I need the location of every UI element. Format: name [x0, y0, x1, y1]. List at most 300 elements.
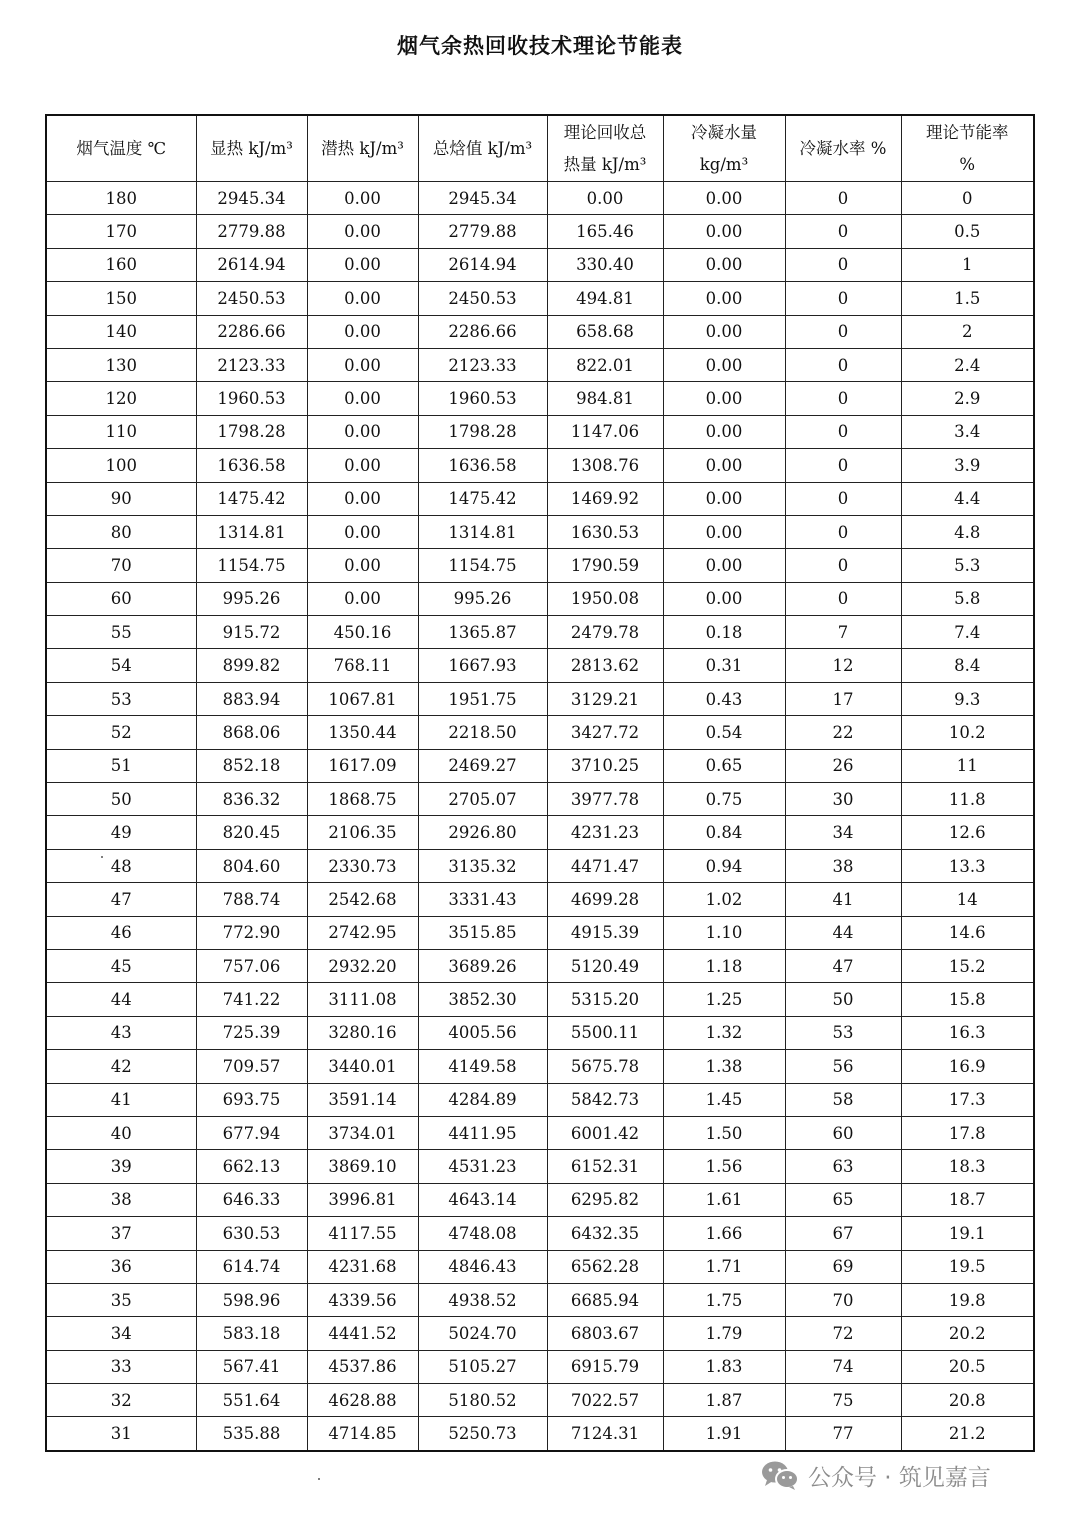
cell-recovered-heat: 4471.47 [547, 849, 663, 882]
cell-energy-saving-rate: 4.8 [901, 515, 1034, 548]
cell-condensate-amount: 1.61 [663, 1183, 785, 1216]
cell-condensate-rate: 26 [785, 749, 901, 782]
cell-latent-heat: 4441.52 [307, 1317, 418, 1350]
header-flue-gas-temp: 烟气温度 ℃ [46, 115, 196, 182]
cell-sensible-heat: 630.53 [196, 1217, 307, 1250]
cell-flue-gas-temp: 150 [46, 282, 196, 315]
cell-recovered-heat: 330.40 [547, 248, 663, 281]
table-row [46, 482, 1034, 515]
cell-condensate-rate: 7 [785, 616, 901, 649]
cell-condensate-amount: 1.87 [663, 1384, 785, 1417]
cell-sensible-heat: 2945.34 [196, 182, 307, 215]
cell-recovered-heat: 4699.28 [547, 883, 663, 916]
cell-latent-heat: 4537.86 [307, 1350, 418, 1383]
cell-energy-saving-rate: 4.4 [901, 482, 1034, 515]
scan-speck [318, 1478, 320, 1480]
cell-flue-gas-temp: 47 [46, 883, 196, 916]
cell-latent-heat: 4339.56 [307, 1283, 418, 1316]
cell-condensate-amount: 1.18 [663, 949, 785, 982]
cell-sensible-heat: 693.75 [196, 1083, 307, 1116]
cell-flue-gas-temp: 37 [46, 1217, 196, 1250]
watermark [760, 1455, 991, 1495]
cell-energy-saving-rate: 1.5 [901, 282, 1034, 315]
cell-latent-heat: 1868.75 [307, 783, 418, 816]
table-row [46, 1384, 1034, 1417]
table-row [46, 549, 1034, 582]
cell-flue-gas-temp: 110 [46, 415, 196, 448]
cell-total-enthalpy: 3515.85 [418, 916, 547, 949]
cell-condensate-amount: 0.00 [663, 549, 785, 582]
cell-energy-saving-rate: 0.5 [901, 215, 1034, 248]
table-row [46, 849, 1034, 882]
cell-total-enthalpy: 4643.14 [418, 1183, 547, 1216]
cell-energy-saving-rate: 2.9 [901, 382, 1034, 415]
cell-sensible-heat: 836.32 [196, 783, 307, 816]
cell-condensate-amount: 1.75 [663, 1283, 785, 1316]
cell-flue-gas-temp: 41 [46, 1083, 196, 1116]
cell-sensible-heat: 598.96 [196, 1283, 307, 1316]
cell-condensate-rate: 58 [785, 1083, 901, 1116]
table-header-row [46, 115, 1034, 182]
cell-sensible-heat: 551.64 [196, 1384, 307, 1417]
cell-energy-saving-rate: 15.8 [901, 983, 1034, 1016]
cell-energy-saving-rate: 11 [901, 749, 1034, 782]
cell-flue-gas-temp: 31 [46, 1417, 196, 1451]
cell-recovered-heat: 5315.20 [547, 983, 663, 1016]
header-recovered-heat-line2: 热量 kJ/m³ [563, 154, 647, 174]
cell-sensible-heat: 772.90 [196, 916, 307, 949]
cell-sensible-heat: 915.72 [196, 616, 307, 649]
cell-recovered-heat: 165.46 [547, 215, 663, 248]
cell-condensate-rate: 38 [785, 849, 901, 882]
cell-flue-gas-temp: 100 [46, 449, 196, 482]
cell-recovered-heat: 6152.31 [547, 1150, 663, 1183]
cell-condensate-rate: 0 [785, 348, 901, 381]
header-condensate-rate: 冷凝水率 % [785, 115, 901, 182]
cell-sensible-heat: 1154.75 [196, 549, 307, 582]
cell-condensate-amount: 1.38 [663, 1050, 785, 1083]
cell-latent-heat: 0.00 [307, 482, 418, 515]
cell-condensate-amount: 1.79 [663, 1317, 785, 1350]
cell-condensate-amount: 0.00 [663, 282, 785, 315]
cell-total-enthalpy: 2779.88 [418, 215, 547, 248]
cell-condensate-rate: 0 [785, 415, 901, 448]
cell-condensate-amount: 0.00 [663, 215, 785, 248]
header-recovered-heat-line1: 理论回收总 [563, 123, 647, 143]
table-row [46, 783, 1034, 816]
energy-saving-table [45, 114, 1035, 1452]
cell-total-enthalpy: 3135.32 [418, 849, 547, 882]
cell-flue-gas-temp: 45 [46, 949, 196, 982]
scan-speck [101, 856, 103, 858]
cell-energy-saving-rate: 11.8 [901, 783, 1034, 816]
cell-condensate-rate: 12 [785, 649, 901, 682]
cell-flue-gas-temp: 160 [46, 248, 196, 281]
table-row [46, 515, 1034, 548]
cell-condensate-rate: 0 [785, 515, 901, 548]
cell-total-enthalpy: 4846.43 [418, 1250, 547, 1283]
cell-latent-heat: 1350.44 [307, 716, 418, 749]
cell-energy-saving-rate: 20.2 [901, 1317, 1034, 1350]
table-row [46, 983, 1034, 1016]
table-row [46, 916, 1034, 949]
cell-energy-saving-rate: 12.6 [901, 816, 1034, 849]
cell-latent-heat: 3996.81 [307, 1183, 418, 1216]
cell-total-enthalpy: 3331.43 [418, 883, 547, 916]
cell-recovered-heat: 3427.72 [547, 716, 663, 749]
header-condensate-amount-line2: kg/m³ [699, 154, 749, 174]
table-row [46, 415, 1034, 448]
cell-energy-saving-rate: 16.3 [901, 1016, 1034, 1049]
cell-total-enthalpy: 3852.30 [418, 983, 547, 1016]
cell-condensate-amount: 1.25 [663, 983, 785, 1016]
cell-energy-saving-rate: 20.5 [901, 1350, 1034, 1383]
cell-sensible-heat: 725.39 [196, 1016, 307, 1049]
table-row [46, 248, 1034, 281]
table-row [46, 348, 1034, 381]
cell-energy-saving-rate: 16.9 [901, 1050, 1034, 1083]
table-row [46, 682, 1034, 715]
cell-total-enthalpy: 1154.75 [418, 549, 547, 582]
cell-latent-heat: 3734.01 [307, 1116, 418, 1149]
cell-latent-heat: 0.00 [307, 315, 418, 348]
cell-recovered-heat: 1469.92 [547, 482, 663, 515]
table-row [46, 1250, 1034, 1283]
cell-latent-heat: 450.16 [307, 616, 418, 649]
cell-recovered-heat: 984.81 [547, 382, 663, 415]
cell-condensate-amount: 1.91 [663, 1417, 785, 1451]
cell-energy-saving-rate: 0 [901, 182, 1034, 215]
table-row [46, 949, 1034, 982]
table-row [46, 1116, 1034, 1149]
cell-recovered-heat: 2813.62 [547, 649, 663, 682]
cell-total-enthalpy: 4748.08 [418, 1217, 547, 1250]
cell-sensible-heat: 1636.58 [196, 449, 307, 482]
cell-condensate-rate: 0 [785, 315, 901, 348]
cell-energy-saving-rate: 9.3 [901, 682, 1034, 715]
cell-sensible-heat: 1314.81 [196, 515, 307, 548]
cell-total-enthalpy: 5250.73 [418, 1417, 547, 1451]
cell-total-enthalpy: 995.26 [418, 582, 547, 615]
cell-condensate-rate: 63 [785, 1150, 901, 1183]
cell-condensate-rate: 70 [785, 1283, 901, 1316]
table-row [46, 649, 1034, 682]
table-row [46, 616, 1034, 649]
cell-condensate-amount: 0.00 [663, 449, 785, 482]
cell-flue-gas-temp: 49 [46, 816, 196, 849]
cell-energy-saving-rate: 14 [901, 883, 1034, 916]
cell-condensate-amount: 1.32 [663, 1016, 785, 1049]
cell-total-enthalpy: 1798.28 [418, 415, 547, 448]
cell-recovered-heat: 7022.57 [547, 1384, 663, 1417]
table-row [46, 1217, 1034, 1250]
cell-flue-gas-temp: 35 [46, 1283, 196, 1316]
cell-latent-heat: 4714.85 [307, 1417, 418, 1451]
cell-condensate-amount: 0.43 [663, 682, 785, 715]
cell-condensate-amount: 0.00 [663, 582, 785, 615]
cell-flue-gas-temp: 46 [46, 916, 196, 949]
cell-energy-saving-rate: 18.7 [901, 1183, 1034, 1216]
cell-recovered-heat: 5500.11 [547, 1016, 663, 1049]
cell-flue-gas-temp: 50 [46, 783, 196, 816]
cell-sensible-heat: 2450.53 [196, 282, 307, 315]
cell-condensate-amount: 1.83 [663, 1350, 785, 1383]
header-condensate-amount-line1: 冷凝水量 [691, 123, 757, 143]
cell-recovered-heat: 822.01 [547, 348, 663, 381]
cell-condensate-rate: 0 [785, 182, 901, 215]
table-row [46, 315, 1034, 348]
cell-condensate-amount: 1.10 [663, 916, 785, 949]
cell-condensate-amount: 0.75 [663, 783, 785, 816]
cell-sensible-heat: 614.74 [196, 1250, 307, 1283]
cell-latent-heat: 3280.16 [307, 1016, 418, 1049]
cell-latent-heat: 2106.35 [307, 816, 418, 849]
cell-latent-heat: 0.00 [307, 282, 418, 315]
cell-condensate-amount: 0.00 [663, 515, 785, 548]
cell-recovered-heat: 6432.35 [547, 1217, 663, 1250]
cell-sensible-heat: 662.13 [196, 1150, 307, 1183]
cell-sensible-heat: 1475.42 [196, 482, 307, 515]
cell-flue-gas-temp: 120 [46, 382, 196, 415]
cell-latent-heat: 0.00 [307, 348, 418, 381]
cell-condensate-amount: 0.00 [663, 482, 785, 515]
cell-recovered-heat: 3977.78 [547, 783, 663, 816]
cell-condensate-amount: 0.00 [663, 348, 785, 381]
cell-recovered-heat: 6562.28 [547, 1250, 663, 1283]
cell-sensible-heat: 788.74 [196, 883, 307, 916]
cell-total-enthalpy: 5024.70 [418, 1317, 547, 1350]
cell-sensible-heat: 741.22 [196, 983, 307, 1016]
cell-sensible-heat: 899.82 [196, 649, 307, 682]
header-energy-saving-rate-line2: % [959, 154, 976, 174]
cell-total-enthalpy: 2469.27 [418, 749, 547, 782]
cell-flue-gas-temp: 80 [46, 515, 196, 548]
cell-latent-heat: 3440.01 [307, 1050, 418, 1083]
table-row [46, 816, 1034, 849]
cell-flue-gas-temp: 52 [46, 716, 196, 749]
cell-condensate-amount: 0.31 [663, 649, 785, 682]
cell-recovered-heat: 1950.08 [547, 582, 663, 615]
cell-energy-saving-rate: 19.1 [901, 1217, 1034, 1250]
cell-total-enthalpy: 4531.23 [418, 1150, 547, 1183]
cell-sensible-heat: 1960.53 [196, 382, 307, 415]
cell-condensate-rate: 44 [785, 916, 901, 949]
cell-total-enthalpy: 5180.52 [418, 1384, 547, 1417]
cell-condensate-rate: 72 [785, 1317, 901, 1350]
cell-energy-saving-rate: 5.8 [901, 582, 1034, 615]
cell-sensible-heat: 677.94 [196, 1116, 307, 1149]
page-title: 烟气余热回收技术理论节能表 [397, 34, 683, 58]
cell-energy-saving-rate: 3.4 [901, 415, 1034, 448]
cell-condensate-amount: 1.71 [663, 1250, 785, 1283]
table-row [46, 1083, 1034, 1116]
cell-flue-gas-temp: 55 [46, 616, 196, 649]
cell-condensate-rate: 30 [785, 783, 901, 816]
cell-latent-heat: 1617.09 [307, 749, 418, 782]
cell-recovered-heat: 3129.21 [547, 682, 663, 715]
cell-latent-heat: 4117.55 [307, 1217, 418, 1250]
cell-sensible-heat: 757.06 [196, 949, 307, 982]
table-row [46, 1317, 1034, 1350]
cell-energy-saving-rate: 13.3 [901, 849, 1034, 882]
cell-sensible-heat: 2614.94 [196, 248, 307, 281]
cell-latent-heat: 0.00 [307, 182, 418, 215]
cell-recovered-heat: 5842.73 [547, 1083, 663, 1116]
table-row [46, 749, 1034, 782]
cell-flue-gas-temp: 140 [46, 315, 196, 348]
cell-condensate-amount: 1.45 [663, 1083, 785, 1116]
cell-energy-saving-rate: 7.4 [901, 616, 1034, 649]
cell-flue-gas-temp: 54 [46, 649, 196, 682]
cell-recovered-heat: 3710.25 [547, 749, 663, 782]
cell-energy-saving-rate: 2.4 [901, 348, 1034, 381]
cell-recovered-heat: 2479.78 [547, 616, 663, 649]
cell-recovered-heat: 6915.79 [547, 1350, 663, 1383]
cell-flue-gas-temp: 34 [46, 1317, 196, 1350]
cell-latent-heat: 1067.81 [307, 682, 418, 715]
cell-energy-saving-rate: 3.9 [901, 449, 1034, 482]
cell-total-enthalpy: 2945.34 [418, 182, 547, 215]
cell-latent-heat: 2932.20 [307, 949, 418, 982]
table-row [46, 582, 1034, 615]
cell-latent-heat: 3111.08 [307, 983, 418, 1016]
cell-latent-heat: 0.00 [307, 215, 418, 248]
cell-sensible-heat: 995.26 [196, 582, 307, 615]
cell-recovered-heat: 4915.39 [547, 916, 663, 949]
cell-condensate-amount: 0.94 [663, 849, 785, 882]
cell-condensate-rate: 0 [785, 215, 901, 248]
cell-recovered-heat: 5675.78 [547, 1050, 663, 1083]
cell-condensate-rate: 74 [785, 1350, 901, 1383]
cell-condensate-rate: 0 [785, 549, 901, 582]
cell-total-enthalpy: 1960.53 [418, 382, 547, 415]
cell-condensate-rate: 41 [785, 883, 901, 916]
cell-latent-heat: 2742.95 [307, 916, 418, 949]
cell-recovered-heat: 6295.82 [547, 1183, 663, 1216]
cell-flue-gas-temp: 39 [46, 1150, 196, 1183]
cell-sensible-heat: 709.57 [196, 1050, 307, 1083]
table-row [46, 1350, 1034, 1383]
cell-condensate-rate: 17 [785, 682, 901, 715]
cell-total-enthalpy: 5105.27 [418, 1350, 547, 1383]
cell-sensible-heat: 868.06 [196, 716, 307, 749]
cell-condensate-amount: 0.54 [663, 716, 785, 749]
table-row [46, 1183, 1034, 1216]
cell-condensate-rate: 0 [785, 382, 901, 415]
cell-recovered-heat: 1790.59 [547, 549, 663, 582]
table-body [46, 182, 1034, 1451]
cell-recovered-heat: 1147.06 [547, 415, 663, 448]
cell-latent-heat: 0.00 [307, 515, 418, 548]
cell-total-enthalpy: 2705.07 [418, 783, 547, 816]
cell-condensate-rate: 0 [785, 582, 901, 615]
cell-condensate-rate: 47 [785, 949, 901, 982]
cell-condensate-amount: 0.65 [663, 749, 785, 782]
cell-energy-saving-rate: 15.2 [901, 949, 1034, 982]
cell-sensible-heat: 852.18 [196, 749, 307, 782]
cell-total-enthalpy: 2450.53 [418, 282, 547, 315]
cell-condensate-rate: 0 [785, 482, 901, 515]
cell-total-enthalpy: 2123.33 [418, 348, 547, 381]
cell-recovered-heat: 6803.67 [547, 1317, 663, 1350]
cell-sensible-heat: 2779.88 [196, 215, 307, 248]
cell-condensate-rate: 0 [785, 248, 901, 281]
header-total-enthalpy: 总焓值 kJ/m³ [418, 115, 547, 182]
cell-latent-heat: 4628.88 [307, 1384, 418, 1417]
cell-latent-heat: 0.00 [307, 382, 418, 415]
cell-latent-heat: 0.00 [307, 248, 418, 281]
cell-flue-gas-temp: 60 [46, 582, 196, 615]
cell-total-enthalpy: 4005.56 [418, 1016, 547, 1049]
cell-energy-saving-rate: 8.4 [901, 649, 1034, 682]
cell-sensible-heat: 820.45 [196, 816, 307, 849]
cell-total-enthalpy: 4284.89 [418, 1083, 547, 1116]
header-sensible-heat: 显热 kJ/m³ [196, 115, 307, 182]
cell-flue-gas-temp: 44 [46, 983, 196, 1016]
cell-energy-saving-rate: 17.8 [901, 1116, 1034, 1149]
cell-flue-gas-temp: 33 [46, 1350, 196, 1383]
cell-latent-heat: 0.00 [307, 415, 418, 448]
cell-sensible-heat: 2286.66 [196, 315, 307, 348]
cell-latent-heat: 0.00 [307, 549, 418, 582]
cell-sensible-heat: 535.88 [196, 1417, 307, 1451]
cell-recovered-heat: 494.81 [547, 282, 663, 315]
cell-condensate-rate: 0 [785, 282, 901, 315]
cell-condensate-rate: 67 [785, 1217, 901, 1250]
cell-latent-heat: 2542.68 [307, 883, 418, 916]
cell-condensate-amount: 0.00 [663, 415, 785, 448]
cell-sensible-heat: 1798.28 [196, 415, 307, 448]
cell-condensate-rate: 50 [785, 983, 901, 1016]
cell-condensate-rate: 75 [785, 1384, 901, 1417]
cell-flue-gas-temp: 42 [46, 1050, 196, 1083]
cell-latent-heat: 768.11 [307, 649, 418, 682]
cell-latent-heat: 0.00 [307, 582, 418, 615]
cell-latent-heat: 3591.14 [307, 1083, 418, 1116]
wechat-icon [760, 1459, 800, 1491]
cell-latent-heat: 4231.68 [307, 1250, 418, 1283]
cell-condensate-rate: 56 [785, 1050, 901, 1083]
cell-energy-saving-rate: 14.6 [901, 916, 1034, 949]
cell-energy-saving-rate: 5.3 [901, 549, 1034, 582]
table-row [46, 1050, 1034, 1083]
cell-recovered-heat: 6685.94 [547, 1283, 663, 1316]
cell-recovered-heat: 1630.53 [547, 515, 663, 548]
cell-total-enthalpy: 1636.58 [418, 449, 547, 482]
cell-condensate-rate: 53 [785, 1016, 901, 1049]
cell-condensate-amount: 1.02 [663, 883, 785, 916]
cell-condensate-amount: 0.18 [663, 616, 785, 649]
cell-total-enthalpy: 4149.58 [418, 1050, 547, 1083]
cell-flue-gas-temp: 32 [46, 1384, 196, 1417]
cell-energy-saving-rate: 20.8 [901, 1384, 1034, 1417]
cell-condensate-rate: 69 [785, 1250, 901, 1283]
cell-total-enthalpy: 1365.87 [418, 616, 547, 649]
cell-energy-saving-rate: 21.2 [901, 1417, 1034, 1451]
cell-sensible-heat: 804.60 [196, 849, 307, 882]
cell-recovered-heat: 658.68 [547, 315, 663, 348]
cell-total-enthalpy: 2286.66 [418, 315, 547, 348]
cell-recovered-heat: 0.00 [547, 182, 663, 215]
watermark-text: 公众号 · 筑见嘉言 [808, 1464, 991, 1491]
cell-total-enthalpy: 4411.95 [418, 1116, 547, 1149]
cell-flue-gas-temp: 130 [46, 348, 196, 381]
cell-flue-gas-temp: 180 [46, 182, 196, 215]
cell-flue-gas-temp: 53 [46, 682, 196, 715]
cell-sensible-heat: 2123.33 [196, 348, 307, 381]
cell-energy-saving-rate: 18.3 [901, 1150, 1034, 1183]
cell-recovered-heat: 7124.31 [547, 1417, 663, 1451]
